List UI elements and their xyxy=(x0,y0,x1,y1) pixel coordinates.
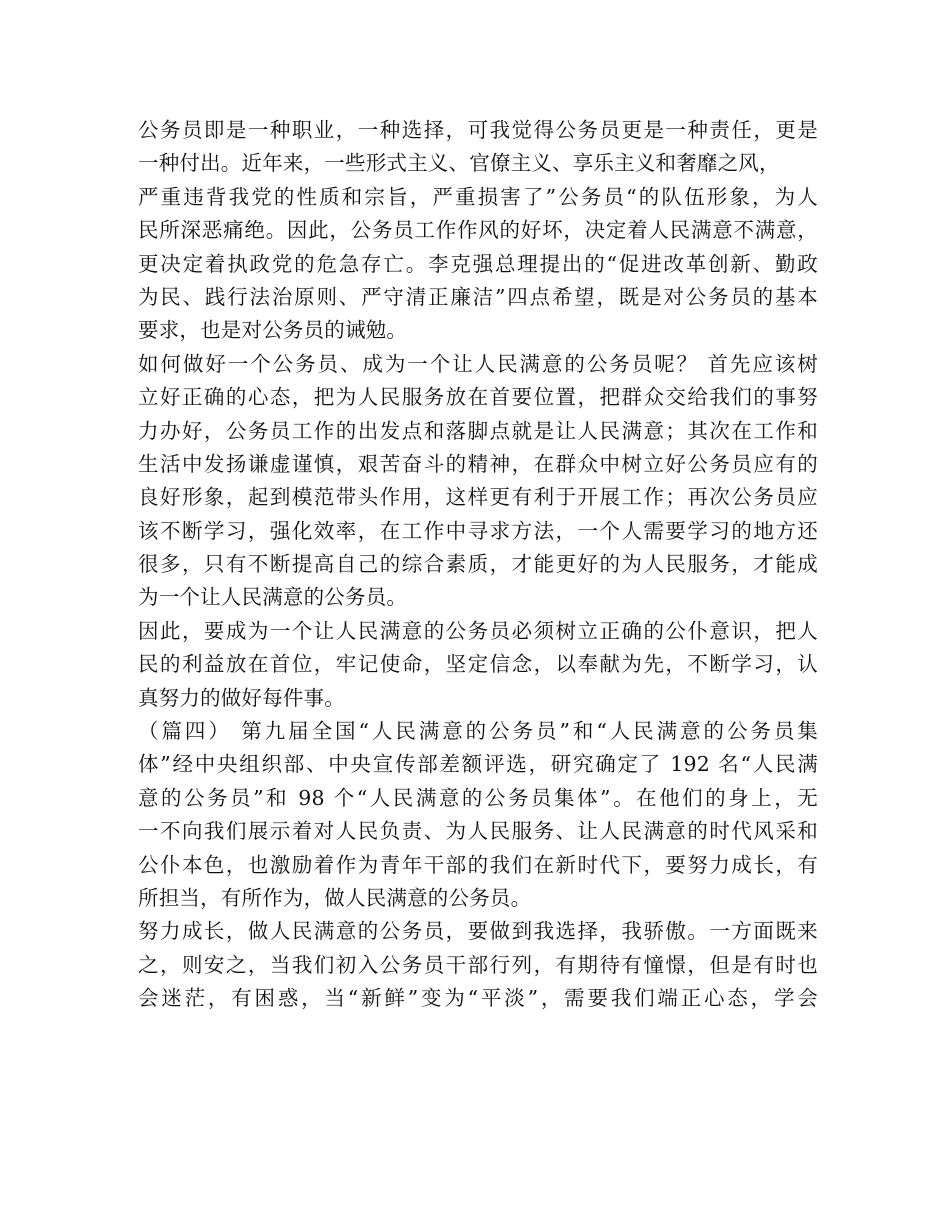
text-line: 一不向我们展示着对人民负责、为人民服务、让人民满意的时代风采和 xyxy=(138,819,818,844)
text-line: 更决定着执政党的危急存亡。李克强总理提出的“促进改革创新、勤政 xyxy=(138,251,818,276)
text-line: 一种付出。近年来，一些形式主义、官僚主义、享乐主义和奢靡之风， xyxy=(138,151,780,176)
text-line: 很多，只有不断提高自己的综合素质，才能更好的为人民服务，才能成 xyxy=(138,552,818,577)
text-line: 所担当，有所作为，做人民满意的公务员。 xyxy=(138,885,532,910)
text-line: 民的利益放在首位，牢记使命，坚定信念，以奉献为先，不断学习，认 xyxy=(138,652,818,677)
text-line: 良好形象，起到模范带头作用，这样更有利于开展工作；再次公务员应 xyxy=(138,485,818,510)
text-line: 为民、践行法治原则、严守清正廉洁”四点希望，既是对公务员的基本 xyxy=(138,284,818,309)
text-line: 因此，要成为一个让人民满意的公务员必须树立正确的公仆意识，把人 xyxy=(138,618,818,643)
text-line: 该不断学习，强化效率，在工作中寻求方法，一个人需要学习的地方还 xyxy=(138,518,818,543)
text-line: 要求，也是对公务员的诫勉。 xyxy=(138,318,408,343)
text-line: 严重违背我党的性质和宗旨，严重损害了”公务员“的队伍形象，为人 xyxy=(138,184,818,209)
text-line: 真努力的做好每件事。 xyxy=(138,685,345,710)
text-line: 体”经中央组织部、中央宣传部差额评选，研究确定了 192 名“人民满 xyxy=(138,752,818,777)
text-line: 公仆本色，也激励着作为青年干部的我们在新时代下，要努力成长，有 xyxy=(138,852,818,877)
text-line: 公务员即是一种职业，一种选择，可我觉得公务员更是一种责任，更是 xyxy=(138,118,818,142)
text-line: 为一个让人民满意的公务员。 xyxy=(138,585,408,610)
document-body xyxy=(138,114,818,1016)
text-line: 力办好，公务员工作的出发点和落脚点就是让人民满意；其次在工作和 xyxy=(138,418,818,443)
text-line: 之，则安之，当我们初入公务员干部行列，有期待有憧憬，但是有时也 xyxy=(138,952,818,977)
text-line: 会迷茫，有困惑，当“新鲜”变为“平淡”，需要我们端正心态，学会 xyxy=(138,986,818,1011)
text-line: 如何做好一个公务员、成为一个让人民满意的公务员呢？ 首先应该树 xyxy=(138,351,818,376)
text-line: 民所深恶痛绝。因此，公务员工作作风的好坏，决定着人民满意不满意， xyxy=(138,218,818,243)
text-line: 努力成长，做人民满意的公务员，要做到我选择，我骄傲。一方面既来 xyxy=(138,919,818,944)
text-line: （篇四） 第九届全国“人民满意的公务员”和“人民满意的公务员集 xyxy=(138,719,818,744)
text-line: 立好正确的心态，把为人民服务放在首要位置，把群众交给我们的事努 xyxy=(138,385,818,410)
text-line: 生活中发扬谦虚谨慎，艰苦奋斗的精神，在群众中树立好公务员应有的 xyxy=(138,451,818,476)
text-line: 意的公务员”和 98 个“人民满意的公务员集体”。在他们的身上，无 xyxy=(138,785,818,810)
